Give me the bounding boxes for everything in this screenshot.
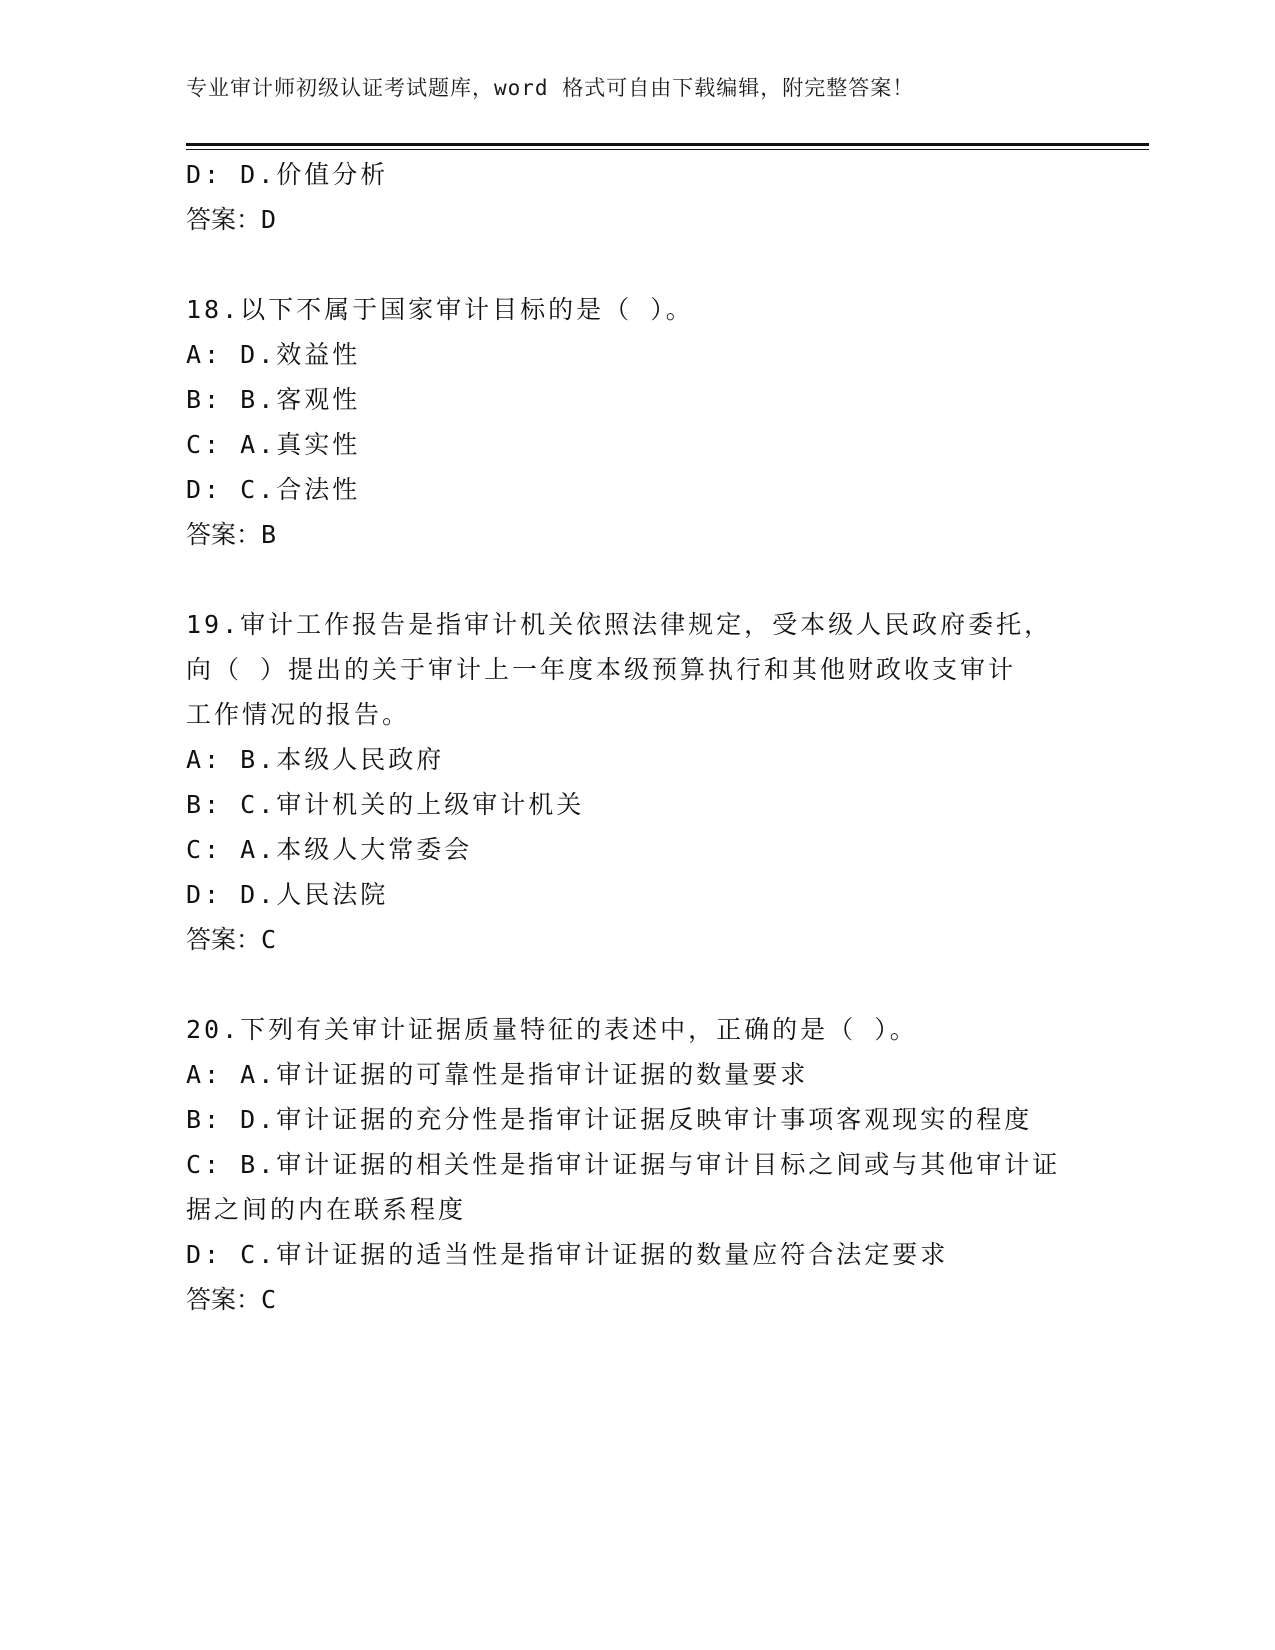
answer-line — [186, 197, 1086, 242]
question-stem-line-1: 19.审计工作报告是指审计机关依照法律规定，受本级人民政府委托， — [186, 610, 1053, 639]
question-stem: 18.以下不属于国家审计目标的是（ ）。 — [186, 295, 694, 324]
option-d: D: D.价值分析 — [186, 160, 389, 189]
answer-label: 答案： — [186, 1285, 262, 1314]
option-d: D: D.人民法院 — [186, 880, 389, 909]
question-content — [186, 152, 1086, 1322]
answer-label: 答案： — [186, 205, 262, 234]
answer-value: C — [261, 925, 277, 954]
option-b: B: D.审计证据的充分性是指审计证据反映审计事项客观现实的程度 — [186, 1105, 1033, 1134]
option-d: D: C.审计证据的适当性是指审计证据的数量应符合法定要求 — [186, 1240, 949, 1269]
question-stem: 20.下列有关审计证据质量特征的表述中，正确的是（ ）。 — [186, 1015, 918, 1044]
option-b: B: C.审计机关的上级审计机关 — [186, 790, 585, 819]
answer-value: C — [261, 1285, 277, 1314]
option-a: A: D.效益性 — [186, 340, 361, 369]
question-stem-line-2: 向（ ）提出的关于审计上一年度本级预算执行和其他财政收支审计 — [186, 655, 1017, 684]
page-header: 专业审计师初级认证考试题库，word 格式可自由下载编辑，附完整答案！ — [186, 76, 915, 100]
answer-value: B — [261, 520, 277, 549]
option-a: A: A.审计证据的可靠性是指审计证据的数量要求 — [186, 1060, 809, 1089]
answer-line — [186, 512, 1086, 557]
answer-label: 答案： — [186, 925, 262, 954]
option-b: B: B.客观性 — [186, 385, 361, 414]
answer-line — [186, 917, 1086, 962]
option-c: C: A.本级人大常委会 — [186, 835, 473, 864]
question-18 — [186, 287, 1086, 557]
option-c: C: A.真实性 — [186, 430, 361, 459]
header-rule-thick — [186, 143, 1149, 146]
option-c-continuation: 据之间的内在联系程度 — [186, 1195, 467, 1224]
option-a: A: B.本级人民政府 — [186, 745, 445, 774]
question-20 — [186, 1007, 1086, 1322]
answer-line — [186, 1277, 1086, 1322]
option-c: C: B.审计证据的相关性是指审计证据与审计目标之间或与其他审计证 — [186, 1150, 1061, 1179]
header-rule-thin — [186, 149, 1149, 150]
question-19 — [186, 602, 1086, 962]
answer-value: D — [261, 205, 277, 234]
option-d: D: C.合法性 — [186, 475, 361, 504]
question-stem-line-3: 工作情况的报告。 — [186, 700, 411, 729]
answer-label: 答案： — [186, 520, 262, 549]
